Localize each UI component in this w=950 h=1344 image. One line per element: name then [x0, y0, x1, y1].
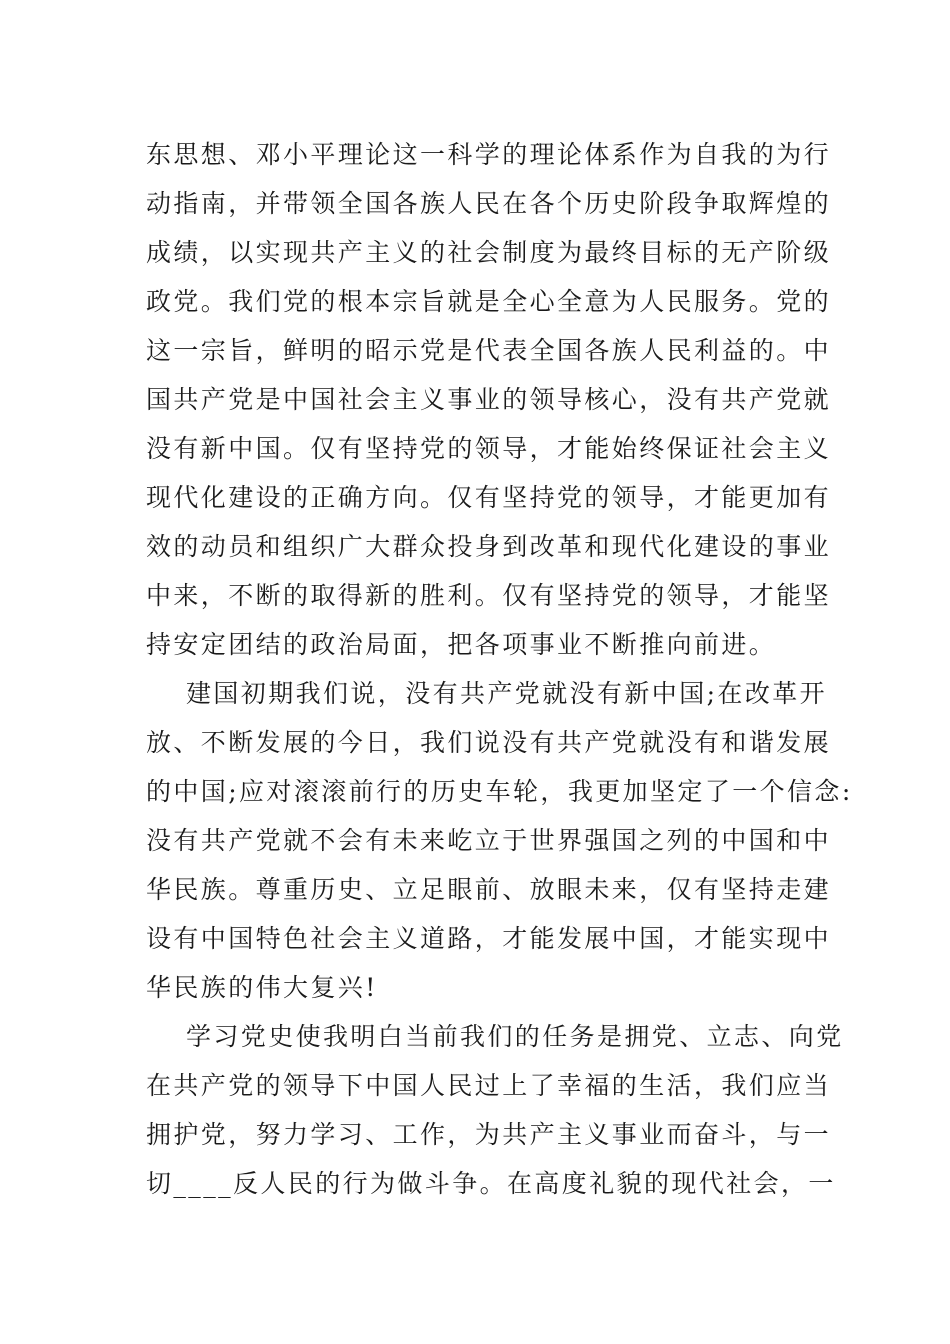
paragraph-2-line-5: 华民族。尊重历史、立足眼前、放眼未来，仅有坚持走建 — [146, 875, 832, 904]
paragraph-1-line-10: 中来，不断的取得新的胜利。仅有坚持党的领导，才能坚 — [146, 581, 832, 610]
paragraph-3-line-2: 在共产党的领导下中国人民过上了幸福的生活，我们应当 — [146, 1071, 832, 1100]
paragraph-1-line-8: 现代化建设的正确方向。仅有坚持党的领导，才能更加有 — [146, 483, 832, 512]
paragraph-1-line-9: 效的动员和组织广大群众投身到改革和现代化建设的事业 — [146, 532, 832, 561]
paragraph-2-line-7: 华民族的伟大复兴! — [146, 973, 378, 1002]
paragraph-3-line-3: 拥护党，努力学习、工作，为共产主义事业而奋斗，与一 — [146, 1120, 832, 1149]
paragraph-2-line-6: 设有中国特色社会主义道路，才能发展中国，才能实现中 — [146, 924, 832, 953]
paragraph-1-line-5: 这一宗旨，鲜明的昭示党是代表全国各族人民利益的。中 — [146, 336, 832, 365]
paragraph-1-line-2: 动指南，并带领全国各族人民在各个历史阶段争取辉煌的 — [146, 189, 832, 218]
document-body — [146, 130, 853, 1208]
paragraph-1-line-11: 持安定团结的政治局面，把各项事业不断推向前进。 — [146, 630, 777, 659]
paragraph-1-line-3: 成绩，以实现共产主义的社会制度为最终目标的无产阶级 — [146, 238, 832, 267]
paragraph-1-line-6: 国共产党是中国社会主义事业的领导核心，没有共产党就 — [146, 385, 832, 414]
paragraph-1-line-1: 东思想、邓小平理论这一科学的理论体系作为自我的为行 — [146, 140, 832, 169]
paragraph-3-line-4: 切____反人民的行为做斗争。在高度礼貌的现代社会，一 — [146, 1169, 836, 1198]
paragraph-1-line-4: 政党。我们党的根本宗旨就是全心全意为人民服务。党的 — [146, 287, 832, 316]
paragraph-3-line-1: 学习党史使我明白当前我们的任务是拥党、立志、向党 — [186, 1022, 844, 1051]
paragraph-2-line-2: 放、不断发展的今日，我们说没有共产党就没有和谐发展 — [146, 728, 832, 757]
paragraph-2-line-1: 建国初期我们说，没有共产党就没有新中国;在改革开 — [186, 679, 828, 708]
paragraph-2-line-3: 的中国;应对滚滚前行的历史车轮，我更加坚定了一个信念: — [146, 777, 853, 806]
paragraph-2-line-4: 没有共产党就不会有未来屹立于世界强国之列的中国和中 — [146, 826, 832, 855]
paragraph-1-line-7: 没有新中国。仅有坚持党的领导，才能始终保证社会主义 — [146, 434, 832, 463]
